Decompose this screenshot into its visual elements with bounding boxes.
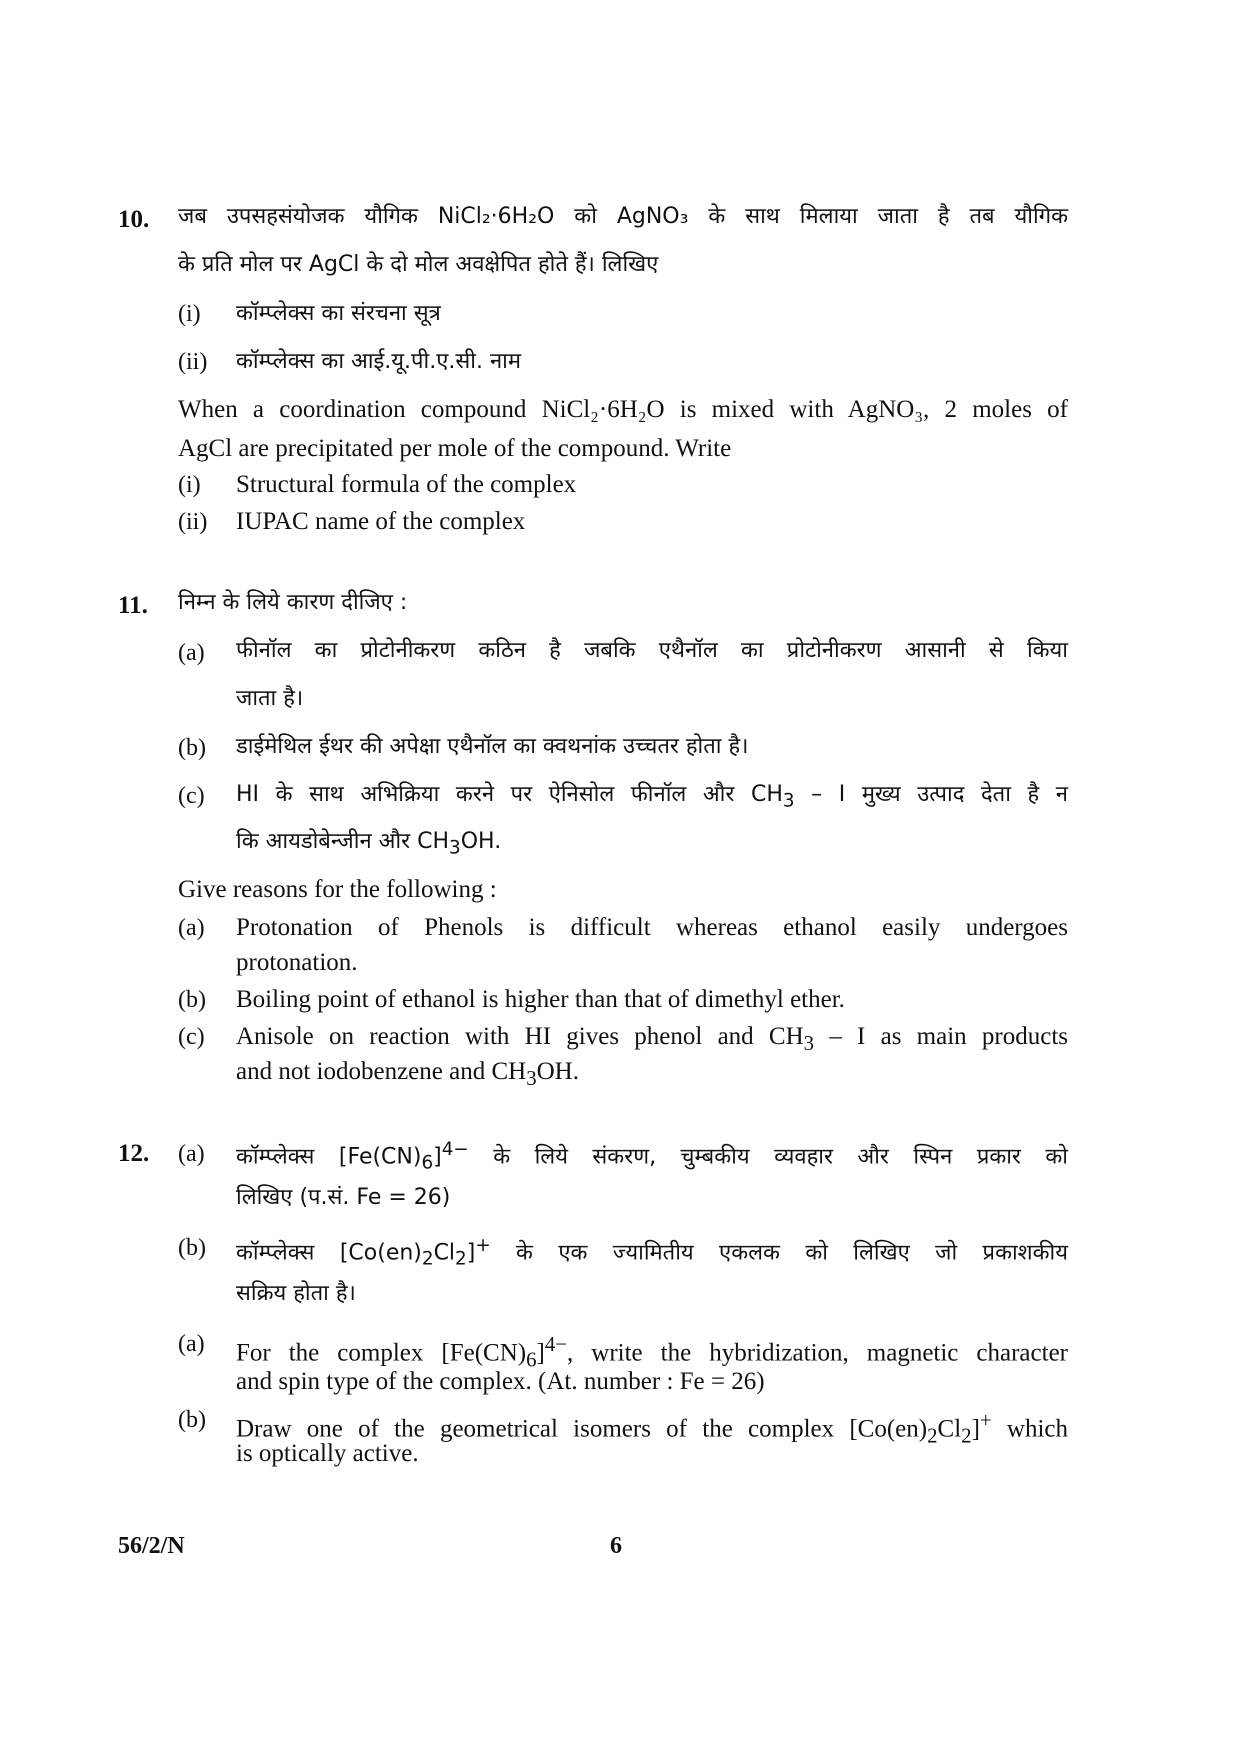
q11-hi-label-b: (b) xyxy=(178,735,206,761)
q12-en-item-a-line-1: For the complex $[Fe(CN)_6]^{4-}$, write the hybridization, magnetic character xyxy=(236,1332,1068,1372)
q12-en-item-b-line-1: Draw one of the geometrical isomers of the complex $[Co(en)_2Cl_2]^+$ which xyxy=(236,1408,1068,1448)
q10-hi-label-ii: (ii) xyxy=(178,349,208,375)
q12-hi-label-b: (b) xyxy=(178,1235,206,1261)
q12-hi-item-a-line-1: कॉम्प्लेक्स $[Fe(CN)_6]^{4-}$ के लिये संकरण, चुम्बकीय व्यवहार और स्पिन प्रकार को xyxy=(236,1139,1068,1174)
paper-code: 56/2/N xyxy=(118,1533,185,1559)
q12-en-item-a-line-2: and spin type of the complex. (At. number : Fe = 26) xyxy=(236,1368,765,1395)
q10-hindi-stem-line-1: जब उपसहसंयोजक यौगिक NiCl₂·6H₂O को AgNO₃ के साथ मिलाया जाता है तब यौगिक xyxy=(178,204,1068,229)
q11-hindi-stem: निम्न के लिये कारण दीजिए : xyxy=(178,590,408,615)
q10-en-item-ii: IUPAC name of the complex xyxy=(236,508,526,535)
q11-hi-item-b: डाईमेथिल ईथर की अपेक्षा एथैनॉल का क्वथनांक उच्चतर होता है। xyxy=(236,734,749,759)
q11-hi-item-c-line-1: HI के साथ अभिक्रिया करने पर ऐनिसोल फीनॉल और $CH_3$ – I मुख्य उत्पाद देता है न xyxy=(236,782,1068,812)
q11-hi-item-a-line-2: जाता है। xyxy=(236,686,304,711)
q10-hi-item-ii: कॉम्प्लेक्स का आई.यू.पी.ए.सी. नाम xyxy=(236,349,522,374)
q10-en-item-i: Structural formula of the complex xyxy=(236,471,577,498)
question-number-12: 12. xyxy=(118,1140,150,1167)
q10-english-stem-line-1: When a coordination compound NiCl₂·6H₂O is mixed with AgNO₃, 2 moles of xyxy=(178,396,1068,423)
q11-en-label-a: (a) xyxy=(178,915,205,941)
q10-en-label-i: (i) xyxy=(178,472,201,498)
q12-hi-item-b-line-2: सक्रिय होता है। xyxy=(236,1281,356,1306)
q10-hindi-stem-line-2: के प्रति मोल पर AgCl के दो मोल अवक्षेपित होते हैं। लिखिए xyxy=(178,252,659,277)
q12-hi-item-a-line-2: लिखिए (प.सं. Fe = 26) xyxy=(236,1185,451,1210)
q11-en-item-c-line-2: and not iodobenzene and $CH_3OH$. xyxy=(236,1058,579,1090)
q11-en-label-b: (b) xyxy=(178,987,206,1013)
q12-en-label-a: (a) xyxy=(178,1331,205,1357)
q11-en-item-b: Boiling point of ethanol is higher than that of dimethyl ether. xyxy=(236,986,845,1013)
q11-en-item-a-line-2: protonation. xyxy=(236,949,358,976)
q12-hi-label-a: (a) xyxy=(178,1141,205,1167)
q11-hi-item-c-line-2: कि आयडोबेन्जीन और $CH_3OH$. xyxy=(236,829,502,859)
q11-hi-item-a-line-1: फीनॉल का प्रोटोनीकरण कठिन है जबकि एथैनॉल का प्रोटोनीकरण आसानी से किया xyxy=(236,638,1068,663)
page-number: 6 xyxy=(610,1533,622,1559)
q10-hi-item-i: कॉम्प्लेक्स का संरचना सूत्र xyxy=(236,301,441,326)
q12-en-label-b: (b) xyxy=(178,1407,206,1433)
q10-english-stem-line-2: AgCl are precipitated per mole of the compound. Write xyxy=(178,435,732,462)
q11-english-stem: Give reasons for the following : xyxy=(178,876,497,903)
q11-en-item-a-line-1: Protonation of Phenols is difficult whereas ethanol easily undergoes xyxy=(236,914,1068,941)
question-number-10: 10. xyxy=(118,206,150,233)
q11-en-item-c-line-1: Anisole on reaction with HI gives phenol and $CH_3$ – I as main products xyxy=(236,1023,1069,1055)
question-number-11: 11. xyxy=(118,592,148,619)
q10-hi-label-i: (i) xyxy=(178,301,201,327)
q12-en-item-b-line-2: is optically active. xyxy=(236,1440,419,1467)
q11-en-label-c: (c) xyxy=(178,1024,205,1050)
q12-hi-item-b-line-1: कॉम्प्लेक्स $[Co(en)_2Cl_2]^+$ के एक ज्यामितीय एकलक को लिखिए जो प्रकाशकीय xyxy=(236,1235,1068,1270)
q11-hi-label-a: (a) xyxy=(178,640,205,666)
q10-en-label-ii: (ii) xyxy=(178,509,208,535)
q11-hi-label-c: (c) xyxy=(178,783,205,809)
